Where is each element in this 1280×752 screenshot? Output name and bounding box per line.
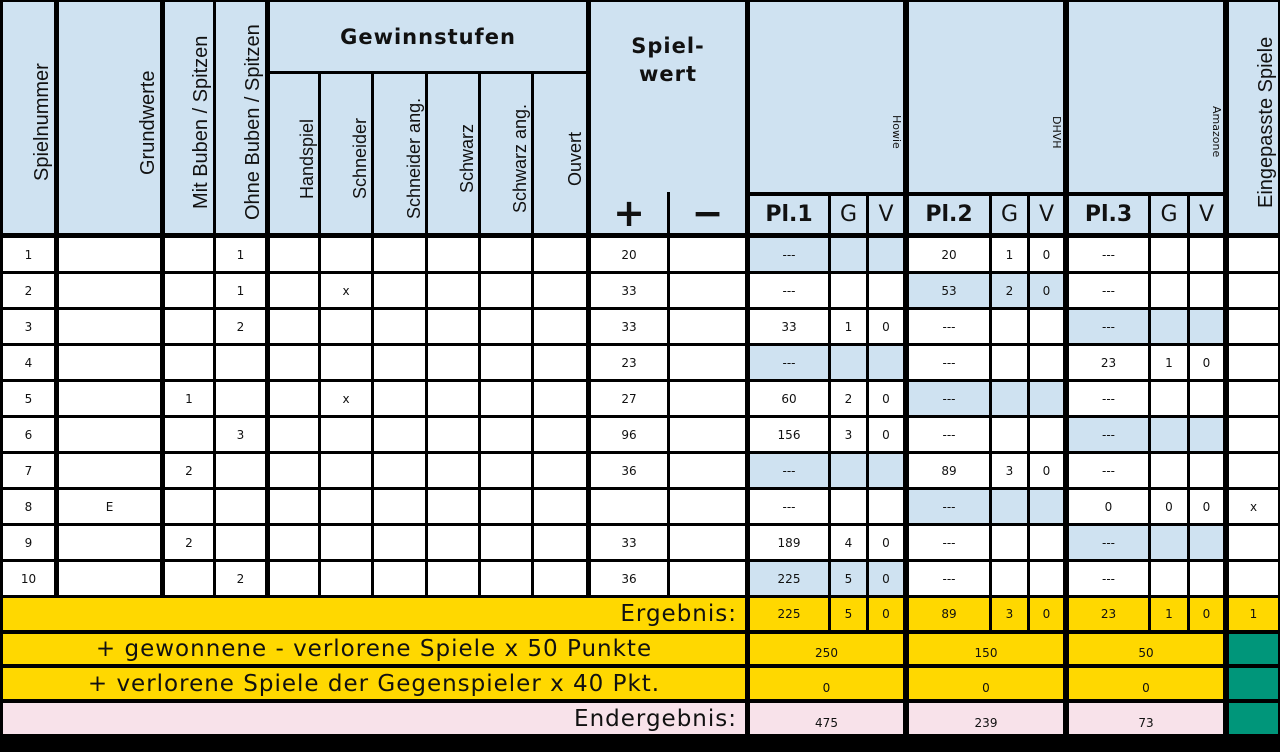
row-schwarz[interactable] — [428, 454, 478, 487]
row-eingepasst[interactable] — [1229, 274, 1278, 307]
row-player-2-g[interactable]: 3 — [992, 454, 1027, 487]
row-mit-buben[interactable] — [165, 562, 213, 595]
row-schneider-ang[interactable] — [374, 562, 425, 595]
row-ohne-buben[interactable] — [216, 526, 265, 559]
row-player-2-score[interactable]: --- — [909, 346, 989, 379]
row-player-1-score[interactable]: --- — [750, 238, 828, 271]
row-schneider-ang[interactable] — [374, 490, 425, 523]
row-eingepasst[interactable] — [1229, 382, 1278, 415]
row-eingepasst[interactable] — [1229, 346, 1278, 379]
row-player-2-score[interactable]: --- — [909, 526, 989, 559]
row-eingepasst[interactable] — [1229, 418, 1278, 451]
endergebnis-label: Endergebnis: — [3, 703, 745, 734]
row-schwarz[interactable] — [428, 382, 478, 415]
row-schneider-ang[interactable] — [374, 310, 425, 343]
row-spielwert-plus[interactable]: 36 — [591, 562, 667, 595]
row-schwarz-ang[interactable] — [481, 382, 531, 415]
row-spielwert-minus[interactable] — [670, 274, 745, 307]
row-schwarz[interactable] — [428, 418, 478, 451]
row-nr[interactable]: 9 — [3, 526, 54, 559]
row-grundwert[interactable] — [59, 310, 160, 343]
row-player-1-v[interactable]: 0 — [869, 562, 903, 595]
row-nr[interactable]: 3 — [3, 310, 54, 343]
row-player-1-v[interactable] — [869, 346, 903, 379]
header-v-1: V — [869, 196, 903, 233]
row-nr[interactable]: 8 — [3, 490, 54, 523]
ergebnis-player-1-score: 225 — [750, 598, 828, 630]
row-player-3-v[interactable]: 0 — [1190, 490, 1223, 523]
row-player-2-g[interactable] — [992, 346, 1027, 379]
gewonnene-label: + gewonnene - verlorene Spiele x 50 Punkte — [3, 634, 745, 664]
row-ohne-buben[interactable]: 2 — [216, 562, 265, 595]
row-eingepasst[interactable] — [1229, 310, 1278, 343]
row-player-3-score[interactable]: --- — [1069, 310, 1148, 343]
row-grundwert[interactable] — [59, 418, 160, 451]
row-schwarz-ang[interactable] — [481, 418, 531, 451]
row-player-1-g[interactable]: 2 — [831, 382, 866, 415]
row-ohne-buben[interactable] — [216, 346, 265, 379]
row-hand[interactable] — [270, 274, 318, 307]
row-nr[interactable]: 5 — [3, 382, 54, 415]
row-player-1-g[interactable] — [831, 274, 866, 307]
row-player-3-v[interactable] — [1190, 418, 1223, 451]
row-spielwert-minus[interactable] — [670, 454, 745, 487]
row-spielwert-plus[interactable]: 27 — [591, 382, 667, 415]
verlorene-player-3: 0 — [1069, 668, 1223, 699]
row-ouvert[interactable] — [534, 454, 586, 487]
row-player-3-g[interactable] — [1151, 526, 1187, 559]
row-player-3-v[interactable] — [1190, 382, 1223, 415]
row-spielwert-minus[interactable] — [670, 238, 745, 271]
row-schneider-ang[interactable] — [374, 238, 425, 271]
row-player-2-g[interactable] — [992, 562, 1027, 595]
row-spielwert-plus[interactable]: 36 — [591, 454, 667, 487]
row-player-1-g[interactable] — [831, 454, 866, 487]
row-grundwert[interactable] — [59, 454, 160, 487]
header-schneider-ang: Schneider ang. — [374, 74, 425, 233]
row-player-1-v[interactable]: 0 — [869, 382, 903, 415]
row-eingepasst[interactable] — [1229, 238, 1278, 271]
row-schneider-ang[interactable] — [374, 274, 425, 307]
row-player-1-v[interactable] — [869, 274, 903, 307]
header-schwarz-ang: Schwarz ang. — [481, 74, 531, 233]
row-player-1-score[interactable]: --- — [750, 454, 828, 487]
row-schwarz-ang[interactable] — [481, 346, 531, 379]
row-grundwert[interactable] — [59, 382, 160, 415]
row-player-2-score[interactable]: --- — [909, 490, 989, 523]
verlorene-label: + verlorene Spiele der Gegenspieler x 40 Pkt. — [3, 668, 745, 699]
row-player-3-score[interactable]: --- — [1069, 238, 1148, 271]
row-ouvert[interactable] — [534, 310, 586, 343]
row-player-1-g[interactable] — [831, 346, 866, 379]
header-g-3: G — [1151, 196, 1187, 233]
row-player-3-score[interactable]: --- — [1069, 526, 1148, 559]
row-player-1-v[interactable] — [869, 490, 903, 523]
row-spielwert-minus[interactable] — [670, 418, 745, 451]
row-ohne-buben[interactable]: 2 — [216, 310, 265, 343]
row-player-3-g[interactable]: 1 — [1151, 346, 1187, 379]
row-player-2-v[interactable]: 0 — [1030, 238, 1063, 271]
row-grundwert[interactable] — [59, 238, 160, 271]
row-player-3-v[interactable] — [1190, 562, 1223, 595]
row-player-3-v[interactable] — [1190, 274, 1223, 307]
row-grundwert[interactable] — [59, 274, 160, 307]
row-schneider[interactable] — [321, 346, 371, 379]
row-schwarz[interactable] — [428, 238, 478, 271]
row-player-3-score[interactable]: --- — [1069, 454, 1148, 487]
spielwert-line-1: Spiel- — [631, 34, 705, 58]
row-ouvert[interactable] — [534, 418, 586, 451]
row-player-2-g[interactable] — [992, 310, 1027, 343]
row-schwarz-ang[interactable] — [481, 454, 531, 487]
row-mit-buben[interactable] — [165, 238, 213, 271]
row-player-1-g[interactable]: 3 — [831, 418, 866, 451]
header-ohne-buben: Ohne Buben / Spitzen — [216, 2, 265, 233]
row-mit-buben[interactable] — [165, 346, 213, 379]
row-player-1-score[interactable]: --- — [750, 274, 828, 307]
row-eingepasst[interactable] — [1229, 454, 1278, 487]
row-spielwert-minus[interactable] — [670, 526, 745, 559]
row-schneider[interactable] — [321, 490, 371, 523]
row-player-2-v[interactable] — [1030, 310, 1063, 343]
row-spielwert-plus[interactable]: 96 — [591, 418, 667, 451]
endergebnis-eingepasst-empty — [1229, 703, 1278, 734]
row-player-3-g[interactable] — [1151, 382, 1187, 415]
row-hand[interactable] — [270, 238, 318, 271]
row-player-1-score[interactable]: 60 — [750, 382, 828, 415]
row-nr[interactable]: 10 — [3, 562, 54, 595]
row-ohne-buben[interactable]: 1 — [216, 274, 265, 307]
row-player-3-score[interactable]: --- — [1069, 382, 1148, 415]
header-gewinnstufen: Gewinnstufen — [270, 2, 586, 71]
row-schwarz-ang[interactable] — [481, 238, 531, 271]
row-player-3-v[interactable] — [1190, 310, 1223, 343]
ergebnis-player-1-g: 5 — [831, 598, 866, 630]
row-player-2-score[interactable]: --- — [909, 418, 989, 451]
row-player-2-v[interactable] — [1030, 418, 1063, 451]
row-player-1-g[interactable]: 4 — [831, 526, 866, 559]
row-schneider[interactable] — [321, 562, 371, 595]
header-player-name-3: Amazone — [1069, 2, 1223, 192]
row-ouvert[interactable] — [534, 526, 586, 559]
plus-minus-divider — [667, 192, 670, 233]
endergebnis-player-1: 475 — [750, 703, 903, 734]
row-ouvert[interactable] — [534, 490, 586, 523]
header-g-2: G — [992, 196, 1027, 233]
header-player-label-1: Pl.1 — [750, 196, 828, 233]
row-hand[interactable] — [270, 346, 318, 379]
row-player-3-score[interactable]: 23 — [1069, 346, 1148, 379]
row-player-3-g[interactable] — [1151, 418, 1187, 451]
row-grundwert[interactable]: E — [59, 490, 160, 523]
row-grundwert[interactable] — [59, 526, 160, 559]
row-hand[interactable] — [270, 454, 318, 487]
header-grundwerte: Grundwerte — [59, 2, 160, 233]
row-nr[interactable]: 4 — [3, 346, 54, 379]
row-player-3-g[interactable]: 0 — [1151, 490, 1187, 523]
row-ouvert[interactable] — [534, 562, 586, 595]
row-player-3-score[interactable]: --- — [1069, 418, 1148, 451]
row-player-1-score[interactable]: 225 — [750, 562, 828, 595]
row-schwarz[interactable] — [428, 490, 478, 523]
header-minus: − — [670, 192, 745, 233]
row-nr[interactable]: 1 — [3, 238, 54, 271]
header-hand: Handspiel — [270, 74, 318, 233]
header-player-label-3: Pl.3 — [1069, 196, 1148, 233]
row-player-1-g[interactable]: 1 — [831, 310, 866, 343]
verlorene-player-2: 0 — [909, 668, 1063, 699]
header-player-name-2: DHVH — [909, 2, 1063, 192]
row-eingepasst[interactable] — [1229, 562, 1278, 595]
row-spielwert-minus[interactable] — [670, 310, 745, 343]
row-hand[interactable] — [270, 310, 318, 343]
row-player-2-v[interactable]: 0 — [1030, 274, 1063, 307]
row-player-1-score[interactable]: 156 — [750, 418, 828, 451]
row-player-1-g[interactable]: 5 — [831, 562, 866, 595]
row-schwarz[interactable] — [428, 310, 478, 343]
row-nr[interactable]: 2 — [3, 274, 54, 307]
row-schwarz[interactable] — [428, 562, 478, 595]
row-player-2-g[interactable] — [992, 526, 1027, 559]
row-player-3-score[interactable]: --- — [1069, 274, 1148, 307]
row-player-1-score[interactable]: --- — [750, 490, 828, 523]
verlorene-eingepasst-empty — [1229, 668, 1278, 699]
row-mit-buben[interactable]: 2 — [165, 526, 213, 559]
row-player-2-score[interactable]: 53 — [909, 274, 989, 307]
ergebnis-eingepasst: 1 — [1229, 598, 1278, 630]
row-player-3-v[interactable] — [1190, 526, 1223, 559]
row-schwarz[interactable] — [428, 346, 478, 379]
row-spielwert-plus[interactable]: 23 — [591, 346, 667, 379]
row-player-2-score[interactable]: --- — [909, 562, 989, 595]
row-nr[interactable]: 7 — [3, 454, 54, 487]
row-player-2-v[interactable] — [1030, 382, 1063, 415]
row-player-1-score[interactable]: 33 — [750, 310, 828, 343]
row-eingepasst[interactable]: x — [1229, 490, 1278, 523]
row-grundwert[interactable] — [59, 346, 160, 379]
row-player-1-v[interactable] — [869, 454, 903, 487]
row-hand[interactable] — [270, 418, 318, 451]
row-player-2-g[interactable]: 1 — [992, 238, 1027, 271]
row-player-2-score[interactable]: 20 — [909, 238, 989, 271]
row-player-3-v[interactable] — [1190, 238, 1223, 271]
endergebnis-player-2: 239 — [909, 703, 1063, 734]
row-schneider-ang[interactable] — [374, 526, 425, 559]
row-schneider[interactable] — [321, 454, 371, 487]
row-player-3-g[interactable] — [1151, 274, 1187, 307]
row-player-2-g[interactable]: 2 — [992, 274, 1027, 307]
row-ohne-buben[interactable] — [216, 382, 265, 415]
verlorene-player-1: 0 — [750, 668, 903, 699]
row-player-2-g[interactable] — [992, 382, 1027, 415]
row-player-3-g[interactable] — [1151, 454, 1187, 487]
header-g-1: G — [831, 196, 866, 233]
row-nr[interactable]: 6 — [3, 418, 54, 451]
row-player-2-score[interactable]: 89 — [909, 454, 989, 487]
header-mit-buben: Mit Buben / Spitzen — [165, 2, 213, 233]
row-schneider[interactable]: x — [321, 274, 371, 307]
gewonnene-player-3: 50 — [1069, 634, 1223, 664]
row-schneider[interactable] — [321, 238, 371, 271]
row-player-1-score[interactable]: --- — [750, 346, 828, 379]
row-player-2-v[interactable] — [1030, 490, 1063, 523]
row-schneider-ang[interactable] — [374, 382, 425, 415]
row-player-3-v[interactable]: 0 — [1190, 346, 1223, 379]
row-player-2-v[interactable] — [1030, 526, 1063, 559]
row-grundwert[interactable] — [59, 562, 160, 595]
row-ouvert[interactable] — [534, 274, 586, 307]
header-spielnummer: Spielnummer — [3, 2, 54, 233]
ergebnis-player-2-v: 0 — [1030, 598, 1063, 630]
row-player-3-g[interactable] — [1151, 562, 1187, 595]
row-player-3-score[interactable]: 0 — [1069, 490, 1148, 523]
row-schwarz-ang[interactable] — [481, 526, 531, 559]
row-player-3-g[interactable] — [1151, 310, 1187, 343]
row-player-2-v[interactable] — [1030, 562, 1063, 595]
row-player-2-v[interactable] — [1030, 346, 1063, 379]
row-player-1-v[interactable]: 0 — [869, 310, 903, 343]
header-player-label-2: Pl.2 — [909, 196, 989, 233]
row-hand[interactable] — [270, 526, 318, 559]
row-eingepasst[interactable] — [1229, 526, 1278, 559]
row-player-3-g[interactable] — [1151, 238, 1187, 271]
row-ouvert[interactable] — [534, 346, 586, 379]
ergebnis-player-2-score: 89 — [909, 598, 989, 630]
row-schneider-ang[interactable] — [374, 346, 425, 379]
gewonnene-player-2: 150 — [909, 634, 1063, 664]
row-mit-buben[interactable] — [165, 418, 213, 451]
row-spielwert-plus[interactable]: 33 — [591, 274, 667, 307]
row-mit-buben[interactable] — [165, 274, 213, 307]
ergebnis-player-3-g: 1 — [1151, 598, 1187, 630]
row-spielwert-minus[interactable] — [670, 382, 745, 415]
row-player-3-v[interactable] — [1190, 454, 1223, 487]
row-schneider[interactable] — [321, 310, 371, 343]
row-mit-buben[interactable] — [165, 310, 213, 343]
row-hand[interactable] — [270, 562, 318, 595]
row-schneider-ang[interactable] — [374, 418, 425, 451]
ergebnis-player-3-score: 23 — [1069, 598, 1148, 630]
spielwert-line-2: wert — [638, 62, 698, 86]
gewonnene-eingepasst-empty — [1229, 634, 1278, 664]
ergebnis-label: Ergebnis: — [3, 598, 745, 630]
row-spielwert-minus[interactable] — [670, 346, 745, 379]
row-player-2-g[interactable] — [992, 490, 1027, 523]
row-player-1-v[interactable]: 0 — [869, 418, 903, 451]
header-eingepasste: Eingepasste Spiele — [1229, 2, 1278, 233]
row-player-2-v[interactable]: 0 — [1030, 454, 1063, 487]
row-player-1-v[interactable] — [869, 238, 903, 271]
row-schwarz-ang[interactable] — [481, 490, 531, 523]
row-player-2-g[interactable] — [992, 418, 1027, 451]
row-player-2-score[interactable]: --- — [909, 382, 989, 415]
row-player-1-g[interactable] — [831, 490, 866, 523]
row-player-1-score[interactable]: 189 — [750, 526, 828, 559]
row-player-2-score[interactable]: --- — [909, 310, 989, 343]
row-schwarz[interactable] — [428, 526, 478, 559]
row-hand[interactable] — [270, 490, 318, 523]
row-player-3-score[interactable]: --- — [1069, 562, 1148, 595]
row-spielwert-minus[interactable] — [670, 490, 745, 523]
ergebnis-player-1-v: 0 — [869, 598, 903, 630]
header-v-2: V — [1030, 196, 1063, 233]
ergebnis-player-3-v: 0 — [1190, 598, 1223, 630]
row-ohne-buben[interactable]: 3 — [216, 418, 265, 451]
row-ouvert[interactable] — [534, 238, 586, 271]
row-schneider[interactable] — [321, 418, 371, 451]
header-v-3: V — [1190, 196, 1223, 233]
row-schneider[interactable] — [321, 526, 371, 559]
row-ohne-buben[interactable]: 1 — [216, 238, 265, 271]
header-plus: + — [591, 192, 667, 233]
row-schneider-ang[interactable] — [374, 454, 425, 487]
row-spielwert-minus[interactable] — [670, 562, 745, 595]
row-ohne-buben[interactable] — [216, 454, 265, 487]
row-mit-buben[interactable]: 2 — [165, 454, 213, 487]
header-player-name-1: Howie — [750, 2, 903, 192]
row-schwarz-ang[interactable] — [481, 562, 531, 595]
row-hand[interactable] — [270, 382, 318, 415]
row-spielwert-plus[interactable]: 20 — [591, 238, 667, 271]
ergebnis-player-2-g: 3 — [992, 598, 1027, 630]
endergebnis-player-3: 73 — [1069, 703, 1223, 734]
row-schwarz-ang[interactable] — [481, 274, 531, 307]
row-schwarz[interactable] — [428, 274, 478, 307]
row-spielwert-plus[interactable] — [591, 490, 667, 523]
row-spielwert-plus[interactable]: 33 — [591, 526, 667, 559]
header-ouvert: Ouvert — [534, 74, 586, 233]
row-ohne-buben[interactable] — [216, 490, 265, 523]
gewonnene-player-1: 250 — [750, 634, 903, 664]
header-schwarz: Schwarz — [428, 74, 478, 233]
row-player-1-v[interactable]: 0 — [869, 526, 903, 559]
row-mit-buben[interactable] — [165, 490, 213, 523]
row-spielwert-plus[interactable]: 33 — [591, 310, 667, 343]
row-mit-buben[interactable]: 1 — [165, 382, 213, 415]
row-schwarz-ang[interactable] — [481, 310, 531, 343]
row-schneider[interactable]: x — [321, 382, 371, 415]
row-ouvert[interactable] — [534, 382, 586, 415]
header-schneider: Schneider — [321, 74, 371, 233]
row-player-1-g[interactable] — [831, 238, 866, 271]
